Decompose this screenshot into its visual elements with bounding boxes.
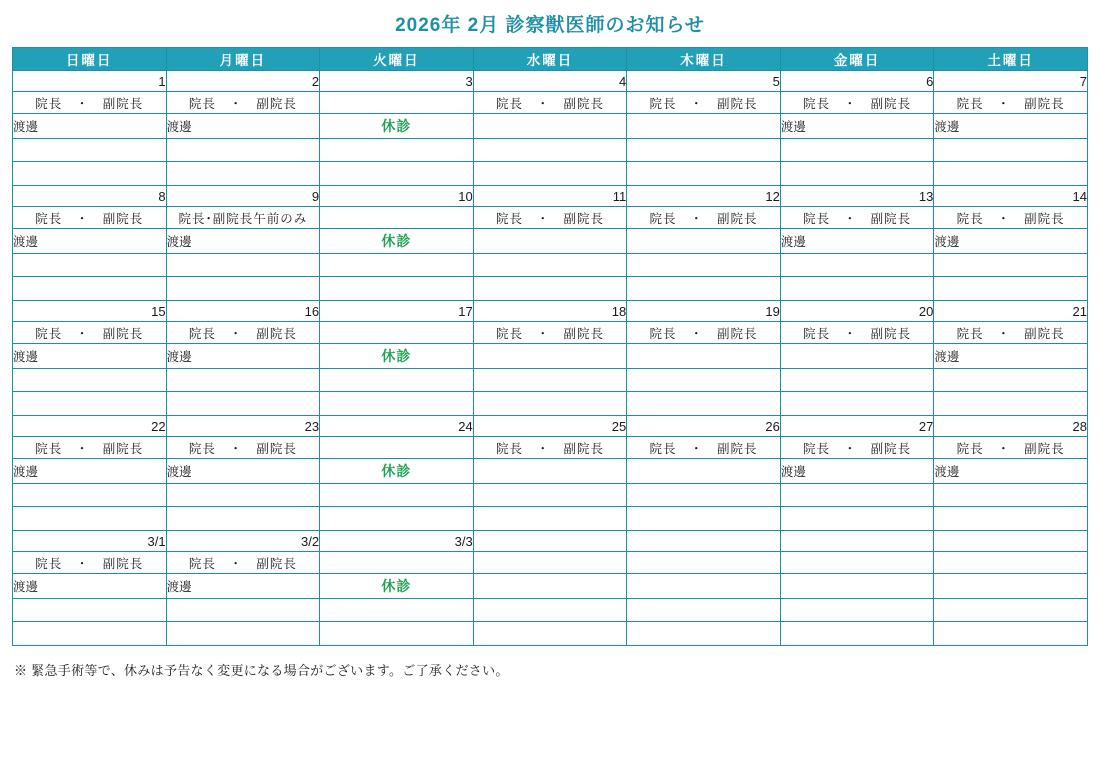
- day-number: 21: [934, 301, 1088, 322]
- doctor-label: [934, 552, 1088, 574]
- blank-cell: [320, 599, 474, 622]
- blank-cell: [473, 254, 627, 277]
- blank-cell: [473, 484, 627, 507]
- blank-cell: [473, 162, 627, 186]
- day-number: 1: [13, 71, 167, 92]
- blank-cell: [934, 369, 1088, 392]
- blank-cell: [320, 277, 474, 301]
- day-number: 28: [934, 416, 1088, 437]
- day-number: 11: [473, 186, 627, 207]
- blank-cell: [473, 277, 627, 301]
- day-number: 22: [13, 416, 167, 437]
- day-number: 10: [320, 186, 474, 207]
- day-number: 2: [166, 71, 320, 92]
- day-number: 26: [627, 416, 781, 437]
- doctor-label: 院長 ・ 副院長: [13, 207, 167, 229]
- day-number: 14: [934, 186, 1088, 207]
- blank-cell: [780, 599, 934, 622]
- blank-cell: [473, 139, 627, 162]
- day-number: 3/2: [166, 531, 320, 552]
- doctor-label: [320, 437, 474, 459]
- blank-cell: [473, 599, 627, 622]
- staff-label: 渡邊: [934, 114, 1088, 139]
- blank-cell: [934, 599, 1088, 622]
- footer-note: ※ 緊急手術等で、休みは予告なく変更になる場合がございます。ご了承ください。: [14, 663, 509, 678]
- day-number: 12: [627, 186, 781, 207]
- doctor-label: 院長 ・ 副院長: [13, 552, 167, 574]
- staff-label: 渡邊: [166, 459, 320, 484]
- blank-cell: [934, 507, 1088, 531]
- week-row-daynum: [13, 71, 1088, 92]
- day-number: [780, 531, 934, 552]
- blank-cell: [780, 277, 934, 301]
- day-number: 9: [166, 186, 320, 207]
- weekday-monday: 月曜日: [166, 48, 320, 71]
- blank-cell: [473, 507, 627, 531]
- closed-label: 休診: [320, 344, 474, 369]
- staff-label: [627, 574, 781, 599]
- blank-cell: [166, 484, 320, 507]
- staff-label: [473, 344, 627, 369]
- blank-cell: [13, 599, 167, 622]
- day-number: 23: [166, 416, 320, 437]
- blank-cell: [13, 507, 167, 531]
- week-row-doctor: [13, 92, 1088, 114]
- staff-label: [473, 574, 627, 599]
- staff-label: 渡邊: [934, 459, 1088, 484]
- staff-label: [627, 459, 781, 484]
- blank-cell: [473, 392, 627, 416]
- doctor-label: 院長 ・ 副院長: [166, 92, 320, 114]
- weekday-saturday: 土曜日: [934, 48, 1088, 71]
- week-row-doctor: [13, 437, 1088, 459]
- calendar-header: [13, 48, 1088, 71]
- staff-label: 渡邊: [13, 114, 167, 139]
- doctor-label: 院長 ・ 副院長: [934, 207, 1088, 229]
- blank-cell: [627, 277, 781, 301]
- blank-cell: [13, 392, 167, 416]
- day-number: 5: [627, 71, 781, 92]
- weekday-wednesday: 水曜日: [473, 48, 627, 71]
- weekday-tuesday: 火曜日: [320, 48, 474, 71]
- staff-label: 渡邊: [13, 344, 167, 369]
- blank-cell: [627, 599, 781, 622]
- week-row-doctor: [13, 552, 1088, 574]
- week-row-blank: [13, 599, 1088, 622]
- staff-label: 渡邊: [780, 229, 934, 254]
- day-number: 24: [320, 416, 474, 437]
- blank-cell: [627, 392, 781, 416]
- doctor-label: 院長 ・ 副院長: [166, 437, 320, 459]
- week-row-doctor: [13, 322, 1088, 344]
- staff-label: [627, 344, 781, 369]
- doctor-label: 院長 ・ 副院長: [627, 92, 781, 114]
- blank-cell: [780, 369, 934, 392]
- day-number: 3/1: [13, 531, 167, 552]
- staff-label: [780, 574, 934, 599]
- week-row-blank: [13, 622, 1088, 646]
- blank-cell: [627, 507, 781, 531]
- blank-cell: [934, 162, 1088, 186]
- week-row-staff: [13, 344, 1088, 369]
- doctor-label: 院長 ・ 副院長: [780, 92, 934, 114]
- blank-cell: [934, 484, 1088, 507]
- day-number: 7: [934, 71, 1088, 92]
- blank-cell: [166, 507, 320, 531]
- blank-cell: [627, 484, 781, 507]
- blank-cell: [166, 162, 320, 186]
- day-number: 16: [166, 301, 320, 322]
- blank-cell: [934, 277, 1088, 301]
- doctor-label: [627, 552, 781, 574]
- blank-cell: [627, 254, 781, 277]
- week-row-blank: [13, 254, 1088, 277]
- day-number: 8: [13, 186, 167, 207]
- doctor-label: [320, 322, 474, 344]
- blank-cell: [780, 139, 934, 162]
- blank-cell: [627, 369, 781, 392]
- weekday-friday: 金曜日: [780, 48, 934, 71]
- doctor-label: 院長 ・ 副院長: [934, 322, 1088, 344]
- doctor-label: 院長 ・ 副院長: [780, 437, 934, 459]
- week-row-staff: [13, 114, 1088, 139]
- staff-label: [627, 114, 781, 139]
- blank-cell: [473, 369, 627, 392]
- doctor-label: [320, 207, 474, 229]
- doctor-label: [473, 552, 627, 574]
- staff-label: [780, 344, 934, 369]
- day-number: [473, 531, 627, 552]
- blank-cell: [320, 369, 474, 392]
- blank-cell: [13, 254, 167, 277]
- blank-cell: [627, 162, 781, 186]
- day-number: 3: [320, 71, 474, 92]
- day-number: [934, 531, 1088, 552]
- closed-label: 休診: [320, 229, 474, 254]
- staff-label: 渡邊: [780, 114, 934, 139]
- doctor-label: 院長 ・ 副院長: [166, 322, 320, 344]
- doctor-label: 院長 ・ 副院長: [627, 437, 781, 459]
- blank-cell: [166, 254, 320, 277]
- blank-cell: [13, 277, 167, 301]
- doctor-label: 院長 ・ 副院長: [473, 322, 627, 344]
- blank-cell: [13, 622, 167, 646]
- blank-cell: [13, 162, 167, 186]
- doctor-label: 院長 ・ 副院長: [780, 322, 934, 344]
- staff-label: 渡邊: [934, 229, 1088, 254]
- blank-cell: [934, 622, 1088, 646]
- week-row-staff: [13, 229, 1088, 254]
- doctor-label: 院長 ・ 副院長: [934, 92, 1088, 114]
- calendar-body: [13, 71, 1088, 646]
- closed-label: 休診: [320, 114, 474, 139]
- closed-label: 休診: [320, 574, 474, 599]
- blank-cell: [166, 369, 320, 392]
- calendar-table: [12, 47, 1088, 646]
- week-row-blank: [13, 277, 1088, 301]
- doctor-label: 院長 ・ 副院長: [13, 322, 167, 344]
- day-number: 18: [473, 301, 627, 322]
- closed-label: 休診: [320, 459, 474, 484]
- day-number: 17: [320, 301, 474, 322]
- blank-cell: [13, 139, 167, 162]
- doctor-label: 院長 ・ 副院長: [13, 437, 167, 459]
- page-title: 2026年 2月 診察獣医師のお知らせ: [395, 15, 705, 36]
- day-number: 15: [13, 301, 167, 322]
- week-row-daynum: [13, 301, 1088, 322]
- week-row-blank: [13, 507, 1088, 531]
- blank-cell: [473, 622, 627, 646]
- weekday-thursday: 木曜日: [627, 48, 781, 71]
- blank-cell: [320, 162, 474, 186]
- doctor-label: 院長 ・ 副院長: [473, 437, 627, 459]
- doctor-label: [780, 552, 934, 574]
- staff-label: [473, 114, 627, 139]
- blank-cell: [934, 139, 1088, 162]
- doctor-label: 院長 ・ 副院長: [627, 322, 781, 344]
- doctor-label: 院長 ・ 副院長: [166, 552, 320, 574]
- blank-cell: [166, 139, 320, 162]
- day-number: 4: [473, 71, 627, 92]
- day-number: 27: [780, 416, 934, 437]
- doctor-label: [320, 552, 474, 574]
- blank-cell: [780, 162, 934, 186]
- blank-cell: [166, 392, 320, 416]
- blank-cell: [13, 484, 167, 507]
- blank-cell: [320, 392, 474, 416]
- day-number: 19: [627, 301, 781, 322]
- staff-label: [473, 459, 627, 484]
- week-row-blank: [13, 162, 1088, 186]
- blank-cell: [627, 622, 781, 646]
- week-row-blank: [13, 484, 1088, 507]
- week-row-staff: [13, 574, 1088, 599]
- doctor-label: [320, 92, 474, 114]
- blank-cell: [934, 392, 1088, 416]
- doctor-label: 院長･副院長午前のみ: [166, 207, 320, 229]
- staff-label: 渡邊: [166, 229, 320, 254]
- day-number: 6: [780, 71, 934, 92]
- staff-label: [627, 229, 781, 254]
- weekday-header-row: [13, 48, 1088, 71]
- staff-label: [473, 229, 627, 254]
- blank-cell: [320, 254, 474, 277]
- blank-cell: [780, 622, 934, 646]
- blank-cell: [934, 254, 1088, 277]
- blank-cell: [166, 599, 320, 622]
- blank-cell: [320, 622, 474, 646]
- blank-cell: [780, 254, 934, 277]
- week-row-daynum: [13, 186, 1088, 207]
- week-row-daynum: [13, 531, 1088, 552]
- day-number: 13: [780, 186, 934, 207]
- doctor-label: 院長 ・ 副院長: [934, 437, 1088, 459]
- staff-label: 渡邊: [934, 344, 1088, 369]
- staff-label: 渡邊: [13, 574, 167, 599]
- staff-label: 渡邊: [13, 229, 167, 254]
- blank-cell: [166, 277, 320, 301]
- blank-cell: [320, 484, 474, 507]
- day-number: [627, 531, 781, 552]
- day-number: 25: [473, 416, 627, 437]
- doctor-label: 院長 ・ 副院長: [627, 207, 781, 229]
- blank-cell: [627, 139, 781, 162]
- week-row-blank: [13, 392, 1088, 416]
- blank-cell: [320, 507, 474, 531]
- week-row-doctor: [13, 207, 1088, 229]
- day-number: 3/3: [320, 531, 474, 552]
- calendar-container: [0, 47, 1100, 646]
- staff-label: 渡邊: [166, 574, 320, 599]
- staff-label: 渡邊: [13, 459, 167, 484]
- blank-cell: [780, 507, 934, 531]
- blank-cell: [780, 392, 934, 416]
- staff-label: [934, 574, 1088, 599]
- week-row-daynum: [13, 416, 1088, 437]
- day-number: 20: [780, 301, 934, 322]
- doctor-label: 院長 ・ 副院長: [780, 207, 934, 229]
- blank-cell: [780, 484, 934, 507]
- blank-cell: [166, 622, 320, 646]
- doctor-label: 院長 ・ 副院長: [473, 207, 627, 229]
- week-row-staff: [13, 459, 1088, 484]
- doctor-label: 院長 ・ 副院長: [13, 92, 167, 114]
- staff-label: 渡邊: [166, 344, 320, 369]
- week-row-blank: [13, 139, 1088, 162]
- staff-label: 渡邊: [166, 114, 320, 139]
- week-row-blank: [13, 369, 1088, 392]
- weekday-sunday: 日曜日: [13, 48, 167, 71]
- blank-cell: [320, 139, 474, 162]
- staff-label: 渡邊: [780, 459, 934, 484]
- doctor-label: 院長 ・ 副院長: [473, 92, 627, 114]
- blank-cell: [13, 369, 167, 392]
